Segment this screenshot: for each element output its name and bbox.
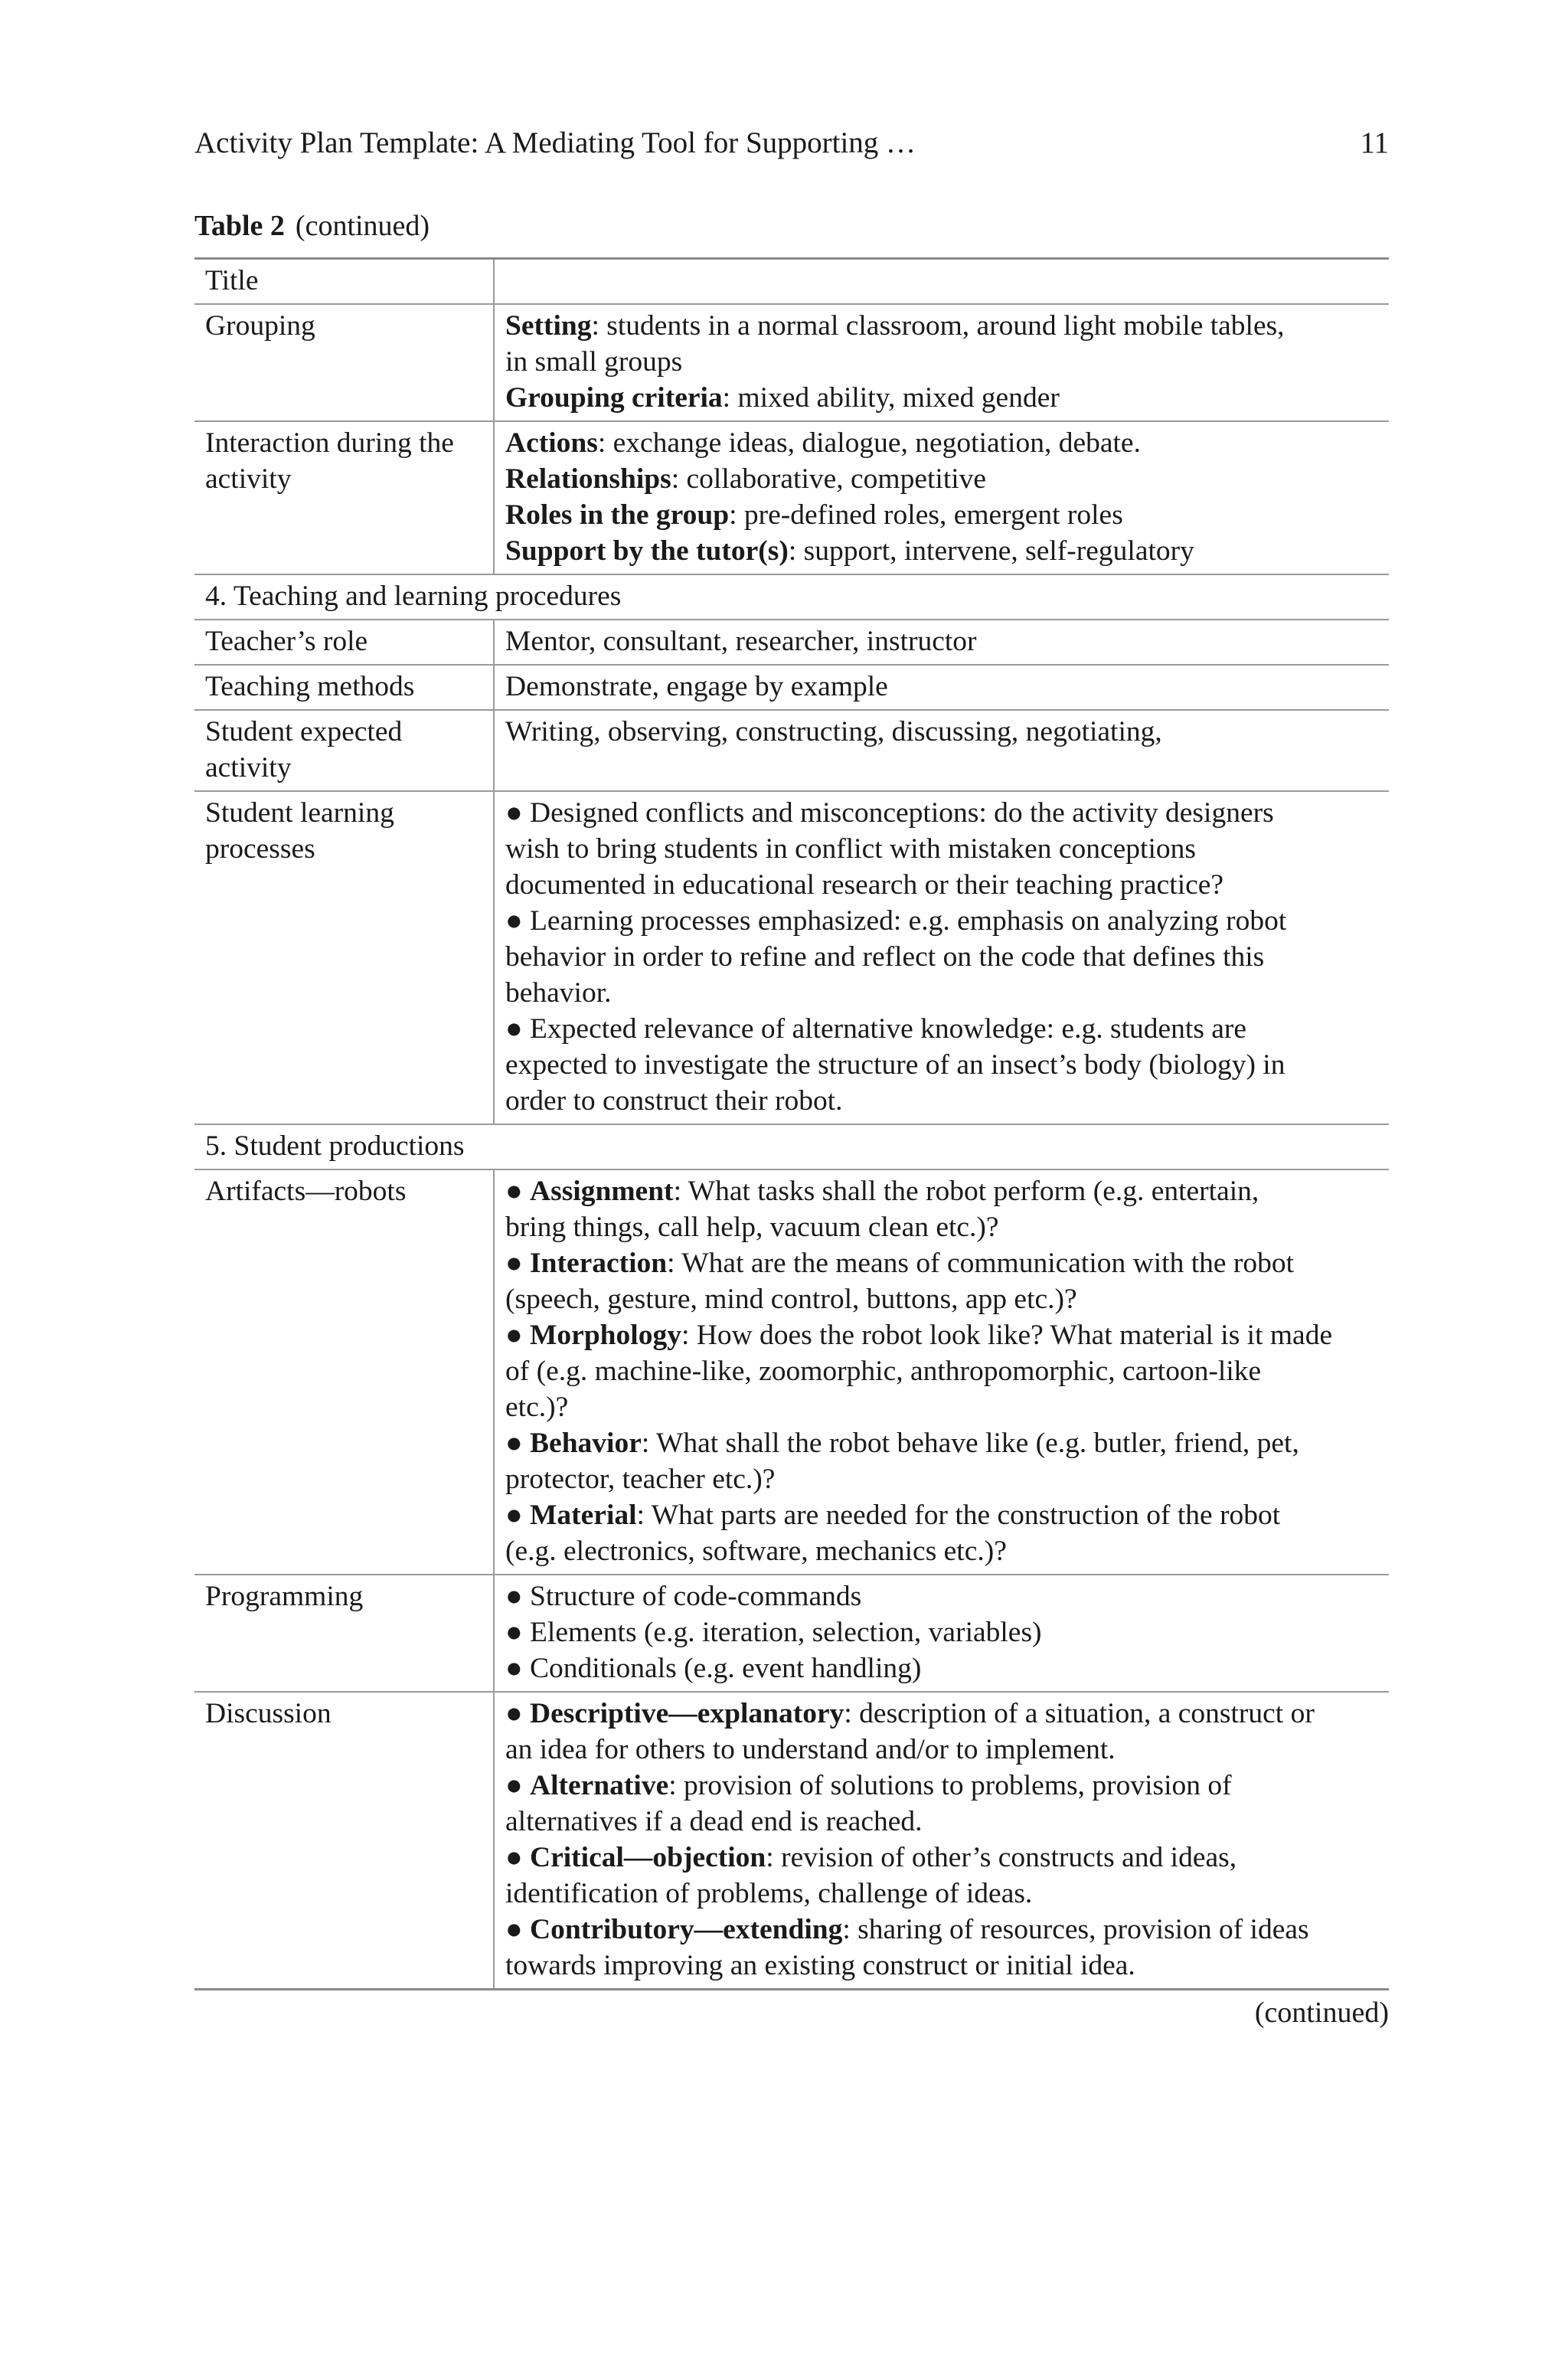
line-text: behavior in order to refine and reflect on the code that defines this xyxy=(505,941,1265,973)
line-text: : mixed ability, mixed gender xyxy=(722,382,1060,414)
bullet-marker: ● xyxy=(505,1320,531,1351)
bold-term: Descriptive—explanatory xyxy=(530,1698,844,1729)
line-text: wish to bring students in conflict with mistaken conceptions xyxy=(505,833,1196,865)
bold-term: Setting xyxy=(505,310,592,342)
section-row xyxy=(194,1124,1389,1169)
page-number: 11 xyxy=(1360,126,1389,159)
content-line xyxy=(505,1317,1378,1353)
line-text: ● Expected relevance of alternative knowledge: e.g. students are xyxy=(505,1013,1247,1045)
content-line xyxy=(505,1768,1378,1804)
line-text: (e.g. electronics, software, mechanics etc.)? xyxy=(505,1536,1007,1567)
content-line xyxy=(505,669,1378,705)
bold-term: Critical—objection xyxy=(530,1842,766,1873)
line-text: bring things, call help, vacuum clean etc.)? xyxy=(505,1212,999,1243)
line-text: ● Learning processes emphasized: e.g. emphasis on analyzing robot xyxy=(505,905,1287,937)
content-line xyxy=(505,939,1378,975)
content-line xyxy=(505,1353,1378,1389)
line-text: : collaborative, competitive xyxy=(671,463,987,495)
row-content xyxy=(494,421,1389,574)
table-caption-label: Table 2 xyxy=(194,210,285,242)
content-line xyxy=(505,1461,1378,1497)
bullet-marker: ● xyxy=(505,1248,531,1279)
bold-term: Relationships xyxy=(505,463,671,495)
row-content xyxy=(494,791,1389,1124)
content-line xyxy=(505,425,1378,461)
row-content xyxy=(494,665,1389,710)
content-line xyxy=(505,461,1378,497)
line-text: protector, teacher etc.)? xyxy=(505,1464,776,1495)
row-label: Artifacts—robots xyxy=(194,1169,494,1575)
content-line xyxy=(505,1245,1378,1281)
table-row xyxy=(194,791,1389,1124)
bullet-marker: ● xyxy=(505,1770,531,1801)
running-head-title: Activity Plan Template: A Mediating Tool for Supporting … xyxy=(194,126,916,159)
section-row xyxy=(194,574,1389,620)
content-line xyxy=(505,1804,1378,1840)
line-text: Writing, observing, constructing, discussing, negotiating, xyxy=(505,716,1162,747)
bullet-marker: ● xyxy=(505,1500,531,1531)
line-text: towards improving an existing construct or initial idea. xyxy=(505,1950,1135,1981)
content-line xyxy=(505,533,1378,569)
content-line xyxy=(505,1732,1378,1768)
line-text: : What are the means of communication with the robot xyxy=(667,1248,1295,1279)
line-text: identification of problems, challenge of ideas. xyxy=(505,1878,1033,1909)
activity-plan-table xyxy=(194,257,1389,1990)
content-line xyxy=(505,975,1378,1011)
row-content xyxy=(494,710,1389,791)
content-line xyxy=(505,1614,1378,1650)
content-line xyxy=(505,1083,1378,1119)
continued-note: (continued) xyxy=(1254,1997,1389,2029)
empty-cell xyxy=(505,263,1378,299)
content-line xyxy=(505,1281,1378,1317)
content-line xyxy=(505,308,1378,344)
bold-term: Behavior xyxy=(530,1428,642,1459)
content-line xyxy=(505,1497,1378,1533)
content-line xyxy=(505,344,1378,380)
row-content xyxy=(494,1169,1389,1575)
bold-term: Assignment xyxy=(530,1176,674,1207)
row-label: Interaction during the activity xyxy=(194,421,494,574)
line-text: : sharing of resources, provision of ideas xyxy=(842,1914,1309,1945)
table-row xyxy=(194,1692,1389,1990)
line-text: : What shall the robot behave like (e.g. butler, friend, pet, xyxy=(641,1428,1299,1459)
content-line xyxy=(505,1173,1378,1209)
bold-term: Actions xyxy=(505,427,598,459)
row-label: Programming xyxy=(194,1575,494,1692)
bold-term: Support by the tutor(s) xyxy=(505,535,789,567)
content-line xyxy=(505,380,1378,416)
line-text: expected to investigate the structure of an insect’s body (biology) in xyxy=(505,1049,1285,1081)
content-line xyxy=(505,497,1378,533)
content-line xyxy=(505,831,1378,867)
line-text: Mentor, consultant, researcher, instructor xyxy=(505,626,977,657)
row-content xyxy=(494,1575,1389,1692)
line-text: ● Structure of code-commands xyxy=(505,1581,862,1612)
bold-term: Contributory—extending xyxy=(530,1914,843,1945)
row-content xyxy=(494,1692,1389,1990)
content-line xyxy=(505,714,1378,750)
bullet-marker: ● xyxy=(505,1842,531,1873)
line-text: of (e.g. machine-like, zoomorphic, anthropomorphic, cartoon-like xyxy=(505,1356,1262,1387)
content-line xyxy=(505,1209,1378,1245)
line-text: documented in educational research or their teaching practice? xyxy=(505,869,1224,901)
content-line xyxy=(505,1840,1378,1876)
section-heading: 4. Teaching and learning procedures xyxy=(194,574,1389,620)
content-line xyxy=(505,1533,1378,1569)
row-content xyxy=(494,304,1389,421)
content-line xyxy=(505,1425,1378,1461)
table-row xyxy=(194,259,1389,305)
bullet-marker: ● xyxy=(505,1428,531,1459)
line-text: : provision of solutions to problems, provision of xyxy=(668,1770,1232,1801)
row-label: Grouping xyxy=(194,304,494,421)
bold-term: Roles in the group xyxy=(505,499,730,531)
table-row xyxy=(194,710,1389,791)
line-text: order to construct their robot. xyxy=(505,1085,843,1117)
line-text: Demonstrate, engage by example xyxy=(505,671,888,702)
line-text: : revision of other’s constructs and ideas, xyxy=(766,1842,1237,1873)
line-text: behavior. xyxy=(505,977,612,1009)
table-row xyxy=(194,620,1389,665)
bold-term: Material xyxy=(530,1500,637,1531)
table-caption xyxy=(194,207,430,245)
content-line xyxy=(505,1948,1378,1984)
line-text: an idea for others to understand and/or to implement. xyxy=(505,1734,1116,1765)
line-text: ● Elements (e.g. iteration, selection, variables) xyxy=(505,1617,1042,1648)
bullet-marker: ● xyxy=(505,1914,531,1945)
content-line xyxy=(505,795,1378,831)
line-text: in small groups xyxy=(505,346,683,378)
content-line xyxy=(505,1696,1378,1732)
table-row xyxy=(194,421,1389,574)
line-text: : support, intervene, self-regulatory xyxy=(788,535,1194,567)
row-content xyxy=(494,259,1389,305)
content-line xyxy=(505,1011,1378,1047)
content-line xyxy=(505,1876,1378,1912)
line-text: ● Designed conflicts and misconceptions: do the activity designers xyxy=(505,797,1274,829)
row-label: Student learning processes xyxy=(194,791,494,1124)
bullet-marker: ● xyxy=(505,1698,531,1729)
line-text: ● Conditionals (e.g. event handling) xyxy=(505,1653,922,1684)
content-line xyxy=(505,1578,1378,1614)
content-line xyxy=(505,1047,1378,1083)
line-text: : What tasks shall the robot perform (e.g. entertain, xyxy=(673,1176,1259,1207)
row-label: Title xyxy=(194,259,494,305)
table-row xyxy=(194,1575,1389,1692)
row-label: Discussion xyxy=(194,1692,494,1990)
table-body xyxy=(194,259,1389,1990)
table-caption-note: (continued) xyxy=(295,210,430,242)
row-content xyxy=(494,620,1389,665)
content-line xyxy=(505,903,1378,939)
content-line xyxy=(505,1650,1378,1686)
bold-term: Alternative xyxy=(530,1770,669,1801)
section-heading: 5. Student productions xyxy=(194,1124,1389,1169)
content-line xyxy=(505,1912,1378,1948)
line-text: : students in a normal classroom, around light mobile tables, xyxy=(591,310,1285,342)
content-line xyxy=(505,1389,1378,1425)
line-text: etc.)? xyxy=(505,1392,569,1423)
row-label: Teacher’s role xyxy=(194,620,494,665)
line-text: alternatives if a dead end is reached. xyxy=(505,1806,923,1837)
line-text: : pre-defined roles, emergent roles xyxy=(729,499,1123,531)
bold-term: Interaction xyxy=(530,1248,668,1279)
content-line xyxy=(505,623,1378,659)
table-row xyxy=(194,665,1389,710)
line-text: : What parts are needed for the construction of the robot xyxy=(636,1500,1281,1531)
row-label: Student expected activity xyxy=(194,710,494,791)
line-text: (speech, gesture, mind control, buttons, app etc.)? xyxy=(505,1284,1077,1315)
bullet-marker: ● xyxy=(505,1176,531,1207)
bold-term: Grouping criteria xyxy=(505,382,723,414)
table-row xyxy=(194,1169,1389,1575)
content-line xyxy=(505,867,1378,903)
line-text: : exchange ideas, dialogue, negotiation, debate. xyxy=(597,427,1141,459)
bold-term: Morphology xyxy=(530,1320,681,1351)
line-text: : How does the robot look like? What material is it made xyxy=(681,1320,1333,1351)
line-text: : description of a situation, a construct or xyxy=(844,1698,1315,1729)
table-row xyxy=(194,304,1389,421)
row-label: Teaching methods xyxy=(194,665,494,710)
